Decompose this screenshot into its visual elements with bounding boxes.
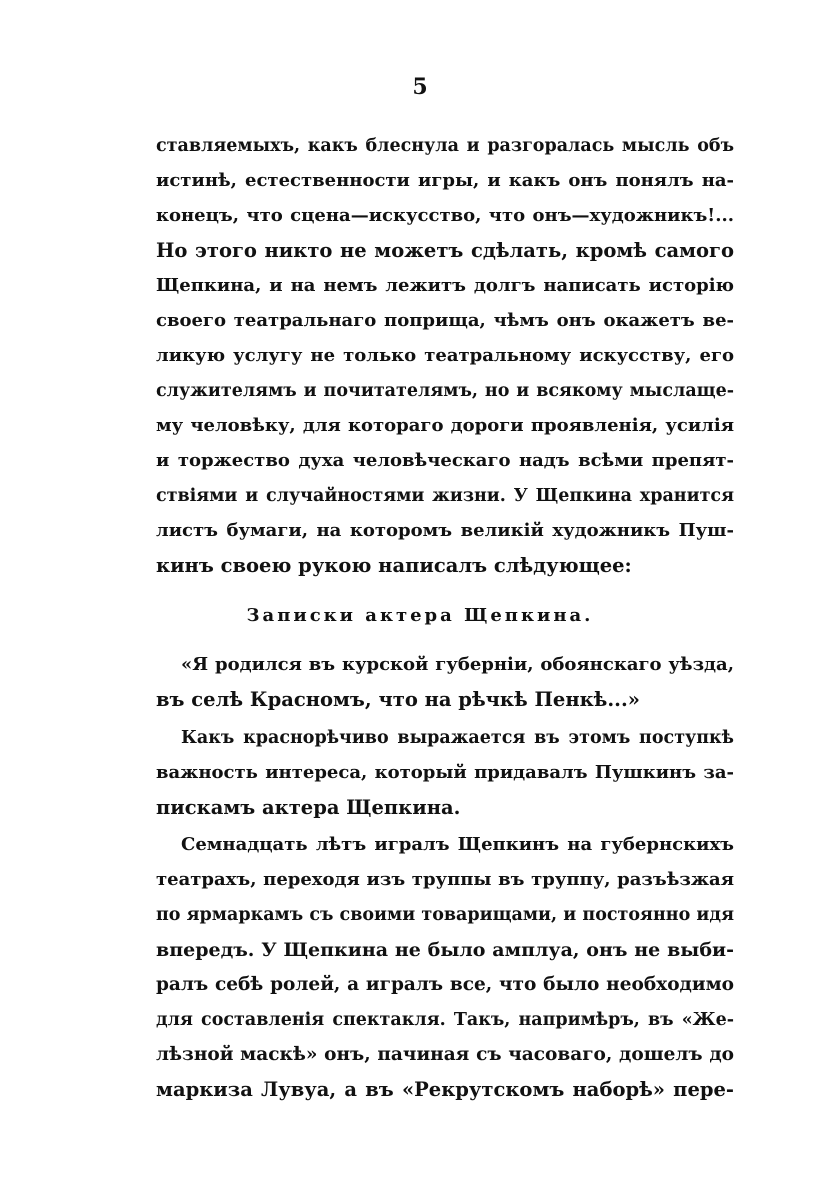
text-line: Щепкина, и на немъ лежитъ долгъ написать исторію [156,275,734,296]
text-line: ставляемыхъ, какъ блеснула и разгоралась мысль объ [156,136,734,156]
text-line: Семнадцать лѣтъ игралъ Щепкинъ на губернскихъ [181,834,734,855]
text-line: для составленія спектакля. Такъ, напримѣръ, въ «Же- [156,1010,734,1030]
text-line: пискамъ актера Щепкина. [156,796,461,819]
text-line: театрахъ, переходя изъ труппы въ труппу, разъѣзжая [156,869,734,890]
text-line: истинѣ, естественности игры, и какъ онъ понялъ на- [156,170,734,191]
text-line: му человѣку, для котораго дороги проявленія, усилія [156,415,734,436]
text-line: своего театральнаго поприща, чѣмъ онъ окажетъ ве- [156,310,734,331]
text-line: кинъ своею рукою написалъ слѣдующее: [156,554,632,577]
text-line: впередъ. У Щепкина не было амплуа, онъ не выби- [156,939,734,961]
text-line: конецъ, что сцена—искусство, что онъ—художникъ!... [156,205,734,226]
text-line: ралъ себѣ ролей, а игралъ все, что было необходимо [156,974,734,995]
page-number: 5 [412,74,428,100]
text-line: лѣзной маскѣ» онъ, пачиная съ часоваго, дошелъ до [156,1044,734,1065]
text-line: и торжество духа человѣческаго надъ всѣми препят- [156,450,734,471]
text-line: важность интереса, который придавалъ Пушкинъ за- [156,762,734,783]
quote-line: въ селѣ Красномъ, что на рѣчкѣ Пенкѣ...» [156,688,640,711]
text-line: ствіями и случайностями жизни. У Щепкина хранится [156,486,734,506]
text-line: ликую услугу не только театральному искусству, его [156,345,734,366]
text-line: Какъ краснорѣчиво выражается въ этомъ поступкѣ [181,728,734,748]
text-line: по ярмаркамъ съ своими товарищами, и постоянно идя [156,905,734,925]
text-line: служителямъ и почитателямъ, но и всякому мыслаще- [156,381,734,401]
quote-line: «Я родился въ курской губерніи, обоянскаго уѣзда, [181,654,734,675]
text-line: Но этого никто не можетъ сдѣлать, кромѣ самого [156,239,734,262]
section-heading: Записки актера Щепкина. [246,605,594,626]
text-line: маркиза Лувуа, а въ «Рекрутскомъ наборѣ» пере- [156,1078,734,1101]
text-line: листъ бумаги, на которомъ великій художникъ Пуш- [156,520,734,541]
